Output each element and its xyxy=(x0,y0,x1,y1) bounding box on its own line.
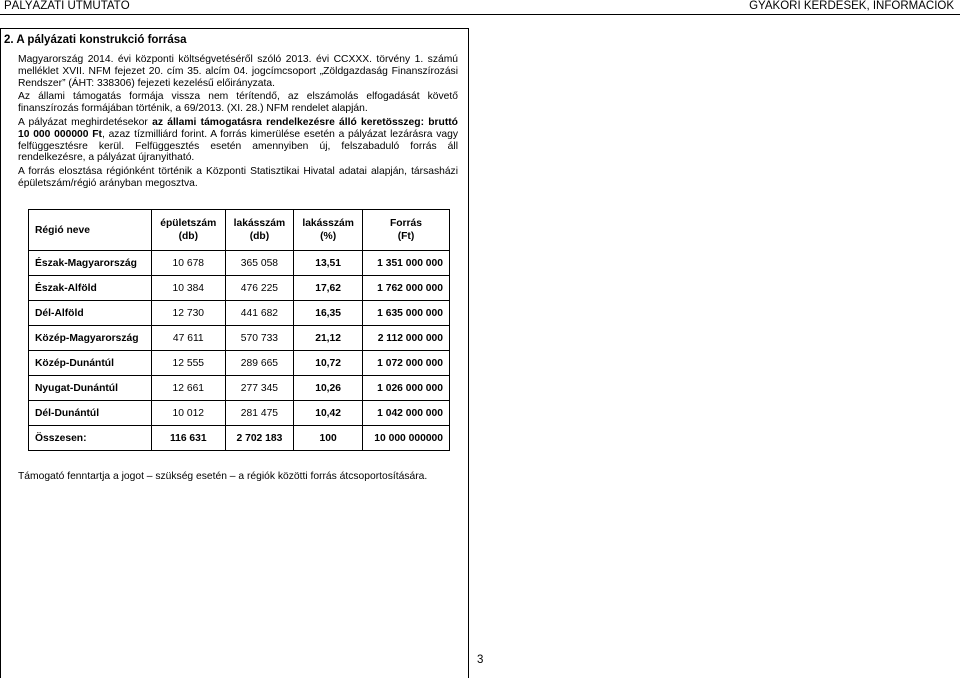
cell-flats: 365 058 xyxy=(225,251,294,276)
section-title: 2. A pályázati konstrukció forrása xyxy=(4,34,187,46)
table-total-row xyxy=(29,426,450,451)
cell-buildings: 10 678 xyxy=(152,251,226,276)
cell-total-funding: 10 000 000000 xyxy=(362,426,449,451)
cell-region: Nyugat-Dunántúl xyxy=(29,376,152,401)
cell-pct: 10,26 xyxy=(294,376,363,401)
cell-funding: 1 351 000 000 xyxy=(362,251,449,276)
table-row xyxy=(29,376,450,401)
funding-text-c: , azaz tízmilliárd forint. A forrás kimerülése esetén a pályázat lezárásra vagy felfüggesztésre kerül. Felfüggesztés esetén amennyiben új, felszabaduló forrás áll rendelkezésre, a pályázat újranyitható. xyxy=(18,128,458,164)
cell-flats: 476 225 xyxy=(225,276,294,301)
funding-text-bold: az állami támogatásra rendelkezésre álló keretösszeg: bruttó 10 000 000000 Ft xyxy=(18,117,458,140)
cell-pct: 16,35 xyxy=(294,301,363,326)
cell-pct: 21,12 xyxy=(294,326,363,351)
page-number: 3 xyxy=(477,654,484,666)
table-row xyxy=(29,276,450,301)
cell-total-flats: 2 702 183 xyxy=(225,426,294,451)
paragraph-funding-amount xyxy=(18,117,458,164)
header-rule xyxy=(0,14,960,15)
header-buildings: épületszám (db) xyxy=(152,210,226,251)
cell-total-pct: 100 xyxy=(294,426,363,451)
cell-flats: 289 665 xyxy=(225,351,294,376)
paragraph-budget-source: Magyarország 2014. évi központi költségvetéséről szóló 2013. évi CCXXX. törvény 1. számú melléklet XVII. NFM fejezet 20. cím 35. alcím 04. jogcímcsoport „Zöldgazdaság Finanszírozási Rendszer” (ÁHT: 338306) fejezeti kezelésű előirányzata. xyxy=(18,54,458,89)
cell-buildings: 12 730 xyxy=(152,301,226,326)
cell-buildings: 12 661 xyxy=(152,376,226,401)
cell-pct: 13,51 xyxy=(294,251,363,276)
cell-total-buildings: 116 631 xyxy=(152,426,226,451)
cell-flats: 441 682 xyxy=(225,301,294,326)
cell-region: Észak-Magyarország xyxy=(29,251,152,276)
header-flats-pct: lakásszám (%) xyxy=(294,210,363,251)
cell-flats: 281 475 xyxy=(225,401,294,426)
cell-total-label: Összesen: xyxy=(29,426,152,451)
cell-region: Dél-Dunántúl xyxy=(29,401,152,426)
cell-flats: 277 345 xyxy=(225,376,294,401)
cell-pct: 10,42 xyxy=(294,401,363,426)
table-header-row xyxy=(29,210,450,251)
table-row xyxy=(29,351,450,376)
cell-funding: 2 112 000 000 xyxy=(362,326,449,351)
cell-funding: 1 072 000 000 xyxy=(362,351,449,376)
header-region: Régió neve xyxy=(29,210,152,251)
header-flats: lakásszám (db) xyxy=(225,210,294,251)
cell-funding: 1 042 000 000 xyxy=(362,401,449,426)
cell-region: Dél-Alföld xyxy=(29,301,152,326)
cell-pct: 10,72 xyxy=(294,351,363,376)
header-left: PÁLYÁZATI ÚTMUTATÓ xyxy=(4,0,130,12)
cell-region: Észak-Alföld xyxy=(29,276,152,301)
cell-buildings: 47 611 xyxy=(152,326,226,351)
footer-note: Támogató fenntartja a jogot – szükség esetén – a régiók közötti forrás átcsoportosítására. xyxy=(18,471,428,482)
cell-buildings: 10 384 xyxy=(152,276,226,301)
header-funding: Forrás (Ft) xyxy=(362,210,449,251)
cell-funding: 1 762 000 000 xyxy=(362,276,449,301)
regional-funding-table xyxy=(28,209,450,451)
cell-pct: 17,62 xyxy=(294,276,363,301)
paragraph-support-form: Az állami támogatás formája vissza nem térítendő, az elszámolás elfogadását követő finanszírozás formájában történik, a 69/2013. (XI. 28.) NFM rendelet alapján. xyxy=(18,91,458,114)
header-right: GYAKORI KÉRDÉSEK, INFORMÁCIÓK xyxy=(749,0,954,12)
cell-funding: 1 635 000 000 xyxy=(362,301,449,326)
table-row xyxy=(29,326,450,351)
cell-buildings: 12 555 xyxy=(152,351,226,376)
cell-buildings: 10 012 xyxy=(152,401,226,426)
paragraph-distribution: A forrás elosztása régiónként történik a Központi Statisztikai Hivatal adatai alapján, társasházi épületszám/régió arányban megosztva. xyxy=(18,166,458,189)
funding-text-a: A pályázat meghirdetésekor xyxy=(18,117,148,128)
cell-region: Közép-Magyarország xyxy=(29,326,152,351)
table-row xyxy=(29,401,450,426)
table-row xyxy=(29,301,450,326)
cell-region: Közép-Dunántúl xyxy=(29,351,152,376)
table-row xyxy=(29,251,450,276)
cell-flats: 570 733 xyxy=(225,326,294,351)
cell-funding: 1 026 000 000 xyxy=(362,376,449,401)
